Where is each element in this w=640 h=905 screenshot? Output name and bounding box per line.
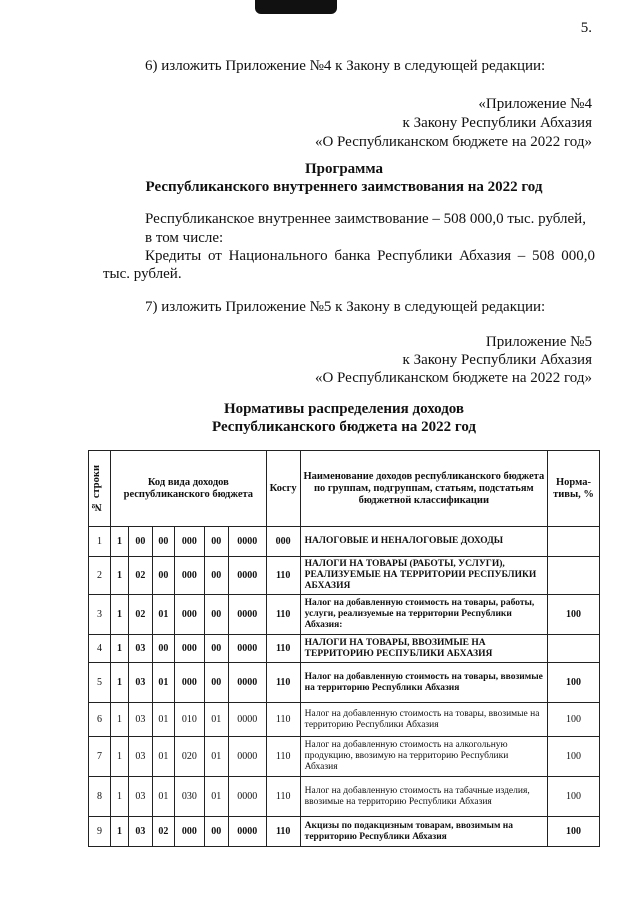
- code-cell: 00: [152, 527, 174, 557]
- code-cell: 1: [110, 777, 128, 817]
- table-row: [89, 737, 600, 777]
- code-cell: 03: [128, 817, 152, 847]
- code-cell: 02: [128, 595, 152, 635]
- code-cell: 020: [174, 737, 204, 777]
- code-cell: 03: [128, 663, 152, 703]
- code-cell: 01: [204, 777, 228, 817]
- code-cell: 000: [174, 635, 204, 663]
- code-cell: 000: [174, 557, 204, 595]
- code-cell: 000: [174, 663, 204, 703]
- name-cell: Налог на добавленную стоимость на табачные изделия, ввозимые на территорию Республики Абхазия: [300, 777, 547, 817]
- code-cell: 00: [204, 527, 228, 557]
- kosgu-cell: 110: [266, 777, 300, 817]
- code-cell: 000: [174, 595, 204, 635]
- appendix5-line2: к Закону Республики Абхазия: [402, 352, 592, 368]
- appendix4-line3: «О Республиканском бюджете на 2022 год»: [314, 134, 592, 150]
- kosgu-cell: 110: [266, 817, 300, 847]
- code-cell: 01: [204, 737, 228, 777]
- appendix4-line1: «Приложение №4: [478, 96, 592, 112]
- norm-cell: 100: [547, 737, 599, 777]
- program-line4: тыс. рублей.: [103, 266, 182, 282]
- code-cell: 00: [152, 557, 174, 595]
- norm-cell: 100: [547, 817, 599, 847]
- code-cell: 0000: [228, 635, 266, 663]
- header-norm: Норма-тивы, %: [547, 451, 599, 527]
- code-cell: 0000: [228, 595, 266, 635]
- code-cell: 03: [128, 777, 152, 817]
- name-cell: Налог на добавленную стоимость на алкогольную продукцию, ввозимую на территорию Республики Абхазия: [300, 737, 547, 777]
- row-number-cell: 9: [89, 817, 111, 847]
- code-cell: 00: [204, 663, 228, 703]
- norm-cell: [547, 527, 599, 557]
- code-cell: 00: [128, 527, 152, 557]
- table-subtitle: Республиканского бюджета на 2022 год: [211, 419, 476, 435]
- code-cell: 000: [174, 527, 204, 557]
- name-cell: НАЛОГИ НА ТОВАРЫ, ВВОЗИМЫЕ НА ТЕРРИТОРИЮ РЕСПУБЛИКИ АБХАЗИЯ: [300, 635, 547, 663]
- code-cell: 010: [174, 703, 204, 737]
- code-cell: 0000: [228, 817, 266, 847]
- row-number-cell: 8: [89, 777, 111, 817]
- code-cell: 00: [152, 635, 174, 663]
- code-cell: 1: [110, 527, 128, 557]
- table-row: [89, 817, 600, 847]
- code-cell: 01: [152, 703, 174, 737]
- kosgu-cell: 110: [266, 703, 300, 737]
- code-cell: 030: [174, 777, 204, 817]
- code-cell: 03: [128, 635, 152, 663]
- row-number-cell: 2: [89, 557, 111, 595]
- code-cell: 1: [110, 663, 128, 703]
- code-cell: 03: [128, 737, 152, 777]
- code-cell: 02: [128, 557, 152, 595]
- code-cell: 01: [152, 595, 174, 635]
- code-cell: 00: [204, 557, 228, 595]
- revenue-norms-table: [88, 450, 600, 847]
- header-name: Наименование доходов республиканского бюджета по группам, подгруппам, статьям, подстатьям бюджетной классификации: [300, 451, 547, 527]
- row-number-cell: 4: [89, 635, 111, 663]
- header-row-number: № строки: [89, 451, 111, 527]
- scan-redaction-mark: [255, 0, 337, 14]
- table-row: [89, 777, 600, 817]
- kosgu-cell: 110: [266, 663, 300, 703]
- code-cell: 02: [152, 817, 174, 847]
- table-row: [89, 635, 600, 663]
- code-cell: 00: [204, 817, 228, 847]
- code-cell: 0000: [228, 557, 266, 595]
- page-number: 5.: [580, 20, 592, 36]
- row-number-cell: 6: [89, 703, 111, 737]
- table-row: [89, 703, 600, 737]
- header-code: Код вида доходов республиканского бюджета: [110, 451, 266, 527]
- code-cell: 01: [152, 663, 174, 703]
- appendix4-line2: к Закону Республики Абхазия: [402, 115, 592, 131]
- appendix5-line1: Приложение №5: [485, 334, 592, 350]
- program-title: Программа: [305, 161, 383, 177]
- paragraph-6: 6) изложить Приложение №4 к Закону в следующей редакции:: [145, 58, 546, 74]
- program-subtitle: Республиканского внутреннего заимствования на 2022 год: [145, 179, 543, 195]
- code-cell: 0000: [228, 527, 266, 557]
- code-cell: 0000: [228, 703, 266, 737]
- name-cell: Налог на добавленную стоимость на товары, работы, услуги, реализуемые на территории Республики Абхазия:: [300, 595, 547, 635]
- kosgu-cell: 110: [266, 595, 300, 635]
- code-cell: 00: [204, 595, 228, 635]
- code-cell: 1: [110, 635, 128, 663]
- table-row: [89, 595, 600, 635]
- code-cell: 1: [110, 817, 128, 847]
- code-cell: 03: [128, 703, 152, 737]
- name-cell: Акцизы по подакцизным товарам, ввозимым на территорию Республики Абхазия: [300, 817, 547, 847]
- norm-cell: 100: [547, 663, 599, 703]
- code-cell: 01: [152, 777, 174, 817]
- row-number-cell: 7: [89, 737, 111, 777]
- row-number-cell: 5: [89, 663, 111, 703]
- norm-cell: 100: [547, 703, 599, 737]
- code-cell: 1: [110, 557, 128, 595]
- kosgu-cell: 000: [266, 527, 300, 557]
- table-row: [89, 527, 600, 557]
- code-cell: 1: [110, 737, 128, 777]
- table-title: Нормативы распределения доходов: [223, 401, 465, 417]
- name-cell: Налог на добавленную стоимость на товары, ввозимые на территорию Республики Абхазия: [300, 663, 547, 703]
- row-number-cell: 1: [89, 527, 111, 557]
- code-cell: 01: [204, 703, 228, 737]
- norm-cell: 100: [547, 595, 599, 635]
- norm-cell: [547, 557, 599, 595]
- code-cell: 1: [110, 595, 128, 635]
- code-cell: 0000: [228, 737, 266, 777]
- program-line2: в том числе:: [145, 230, 224, 246]
- code-cell: 1: [110, 703, 128, 737]
- appendix5-line3: «О Республиканском бюджете на 2022 год»: [314, 370, 592, 386]
- norm-cell: 100: [547, 777, 599, 817]
- name-cell: НАЛОГИ НА ТОВАРЫ (РАБОТЫ, УСЛУГИ), РЕАЛИЗУЕМЫЕ НА ТЕРРИТОРИИ РЕСПУБЛИКИ АБХАЗИЯ: [300, 557, 547, 595]
- paragraph-7: 7) изложить Приложение №5 к Закону в следующей редакции:: [145, 299, 546, 315]
- code-cell: 01: [152, 737, 174, 777]
- code-cell: 00: [204, 635, 228, 663]
- norm-cell: [547, 635, 599, 663]
- row-number-cell: 3: [89, 595, 111, 635]
- name-cell: НАЛОГОВЫЕ И НЕНАЛОГОВЫЕ ДОХОДЫ: [300, 527, 547, 557]
- name-cell: Налог на добавленную стоимость на товары, ввозимые на территорию Республики Абхазия: [300, 703, 547, 737]
- program-line1: Республиканское внутреннее заимствование – 508 000,0 тыс. рублей,: [145, 211, 586, 227]
- table-row: [89, 663, 600, 703]
- kosgu-cell: 110: [266, 635, 300, 663]
- code-cell: 0000: [228, 663, 266, 703]
- code-cell: 0000: [228, 777, 266, 817]
- kosgu-cell: 110: [266, 737, 300, 777]
- kosgu-cell: 110: [266, 557, 300, 595]
- table-row: [89, 557, 600, 595]
- code-cell: 000: [174, 817, 204, 847]
- header-kosgu: Косгу: [266, 451, 300, 527]
- program-line3: Кредиты от Национального банка Республики Абхазия – 508 000,0: [145, 248, 595, 264]
